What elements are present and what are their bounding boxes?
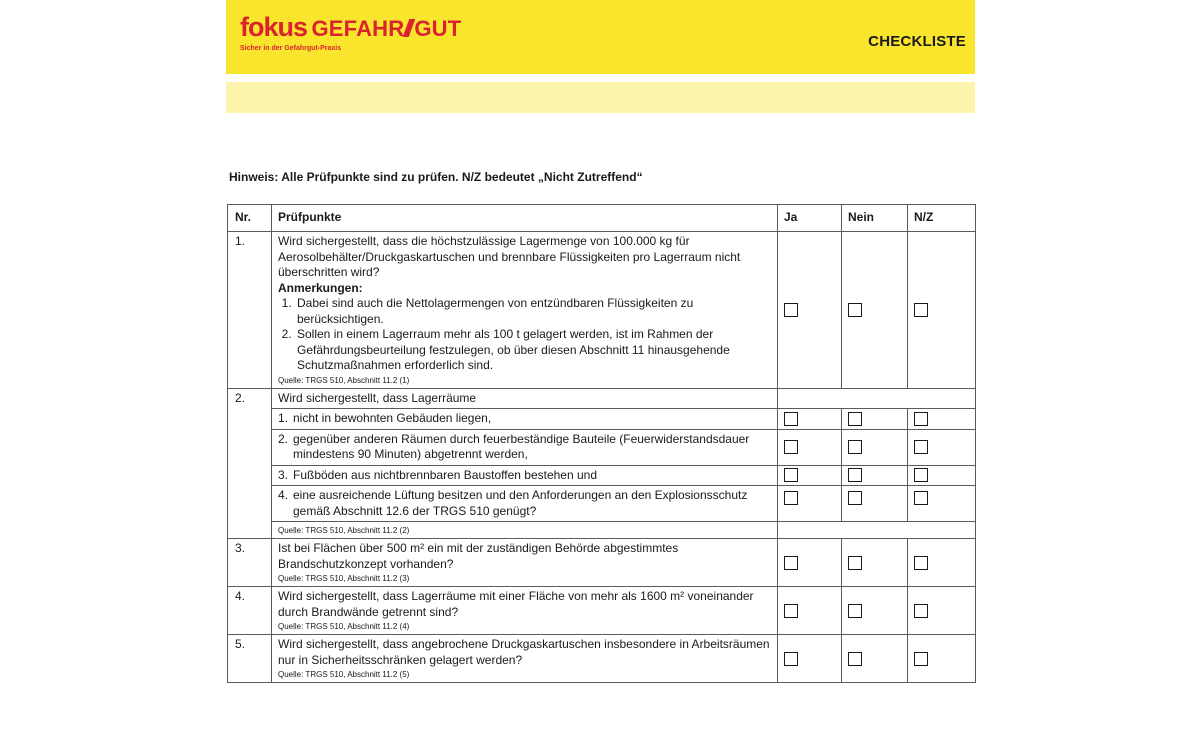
row-number: 1. — [228, 232, 272, 389]
table-row — [228, 388, 976, 409]
nz-checkbox[interactable] — [914, 652, 928, 666]
table-row — [228, 232, 976, 389]
logo-fokus-text: fokus — [240, 12, 308, 42]
hinweis-text: Hinweis: Alle Prüfpunkte sind zu prüfen. N/Z bedeutet „Nicht Zutreffend“ — [229, 170, 643, 184]
table-row — [228, 635, 976, 683]
nein-checkbox[interactable] — [848, 491, 862, 505]
nein-checkbox[interactable] — [848, 303, 862, 317]
col-header-nr: Nr. — [228, 205, 272, 232]
sub-item — [272, 429, 778, 465]
nz-cell — [908, 635, 976, 683]
sub-item — [272, 465, 778, 486]
nz-checkbox[interactable] — [914, 412, 928, 426]
table-row — [228, 539, 976, 587]
sub-item-row — [228, 409, 976, 430]
nein-cell — [842, 409, 908, 430]
col-header-nein: Nein — [842, 205, 908, 232]
nz-cell — [908, 232, 976, 389]
table-header-row — [228, 205, 976, 232]
nz-cell — [908, 429, 976, 465]
ja-checkbox[interactable] — [784, 556, 798, 570]
question-text: Ist bei Flächen über 500 m² ein mit der zuständigen Behörde abgestimmtes Brandschutzkonzept vorhanden? — [278, 541, 679, 571]
row-content — [272, 232, 778, 389]
nz-checkbox[interactable] — [914, 303, 928, 317]
ja-cell — [778, 635, 842, 683]
note-item: 1. Dabei sind auch die Nettolagermengen von entzündbaren Flüssigkeiten zu berücksichtigen. — [295, 296, 771, 327]
nein-cell — [842, 539, 908, 587]
nz-checkbox[interactable] — [914, 468, 928, 482]
logo-gut-text: GUT — [414, 16, 462, 41]
notes-title: Anmerkungen: — [278, 280, 363, 295]
sub-item-text: Fußböden aus nichtbrennbaren Baustoffen bestehen und — [293, 467, 598, 482]
logo-gefahr-text: GEFAHR — [311, 16, 405, 41]
ja-cell — [778, 587, 842, 635]
ja-checkbox[interactable] — [784, 652, 798, 666]
nz-cell — [908, 539, 976, 587]
row-content — [272, 587, 778, 635]
source-reference: Quelle: TRGS 510, Abschnitt 11.2 (4) — [278, 622, 410, 631]
sub-item-row — [228, 465, 976, 486]
nein-checkbox[interactable] — [848, 468, 862, 482]
row-number: 2. — [228, 388, 272, 539]
row-number: 3. — [228, 539, 272, 587]
nein-cell — [842, 587, 908, 635]
nz-cell — [908, 465, 976, 486]
ja-checkbox[interactable] — [784, 412, 798, 426]
source-reference: Quelle: TRGS 510, Abschnitt 11.2 (5) — [278, 670, 410, 679]
source-row — [228, 522, 976, 539]
ja-cell — [778, 465, 842, 486]
nz-checkbox[interactable] — [914, 440, 928, 454]
ja-cell — [778, 539, 842, 587]
row-content — [272, 635, 778, 683]
ja-cell — [778, 429, 842, 465]
ja-cell — [778, 409, 842, 430]
source-reference: Quelle: TRGS 510, Abschnitt 11.2 (3) — [278, 574, 410, 583]
logo-tagline: Sicher in der Gefahrgut-Praxis — [240, 45, 342, 52]
source-reference: Quelle: TRGS 510, Abschnitt 11.2 (2) — [278, 526, 410, 535]
table-row — [228, 587, 976, 635]
fokus-gefahrgut-logo — [240, 14, 461, 52]
empty-answer-cell — [778, 388, 976, 409]
source-cell — [272, 522, 778, 539]
question-text: Wird sichergestellt, dass Lagerräume mit einer Fläche von mehr als 1600 m² voneinander durch Brandwände getrennt sind? — [278, 589, 754, 619]
nein-checkbox[interactable] — [848, 604, 862, 618]
question-text: Wird sichergestellt, dass angebrochene Druckgaskartuschen insbesondere in Arbeitsräumen nur in Sicherheitsschränken gelagert werden? — [278, 637, 770, 667]
row-number: 5. — [228, 635, 272, 683]
sub-item — [272, 486, 778, 522]
header-subbar — [226, 82, 975, 113]
sub-item-row — [228, 486, 976, 522]
nz-checkbox[interactable] — [914, 491, 928, 505]
note-item: 2. Sollen in einem Lagerraum mehr als 100 t gelagert werden, ist im Rahmen der Gefährdungsbeurteilung festzulegen, ob über diesen Abschnitt 11 hinausgehende Schutzmaßnahmen erforderlich sind. — [295, 327, 771, 374]
checklist-table — [227, 204, 976, 683]
col-header-nz: N/Z — [908, 205, 976, 232]
source-reference: Quelle: TRGS 510, Abschnitt 11.2 (1) — [278, 375, 410, 385]
nz-checkbox[interactable] — [914, 556, 928, 570]
empty-answer-cell — [778, 522, 976, 539]
ja-checkbox[interactable] — [784, 440, 798, 454]
sub-item-text: nicht in bewohnten Gebäuden liegen, — [293, 411, 492, 425]
sub-item-number: 4. — [278, 488, 289, 502]
nz-cell — [908, 486, 976, 522]
sub-item-number: 2. — [278, 431, 289, 446]
nz-cell — [908, 587, 976, 635]
sub-item-number: 1. — [278, 411, 289, 425]
nein-checkbox[interactable] — [848, 652, 862, 666]
col-header-pruefpunkte: Prüfpunkte — [272, 205, 778, 232]
nein-cell — [842, 465, 908, 486]
notes-list — [278, 296, 771, 374]
sub-item-number: 3. — [278, 467, 289, 482]
header-bar — [226, 0, 975, 74]
row-content — [272, 539, 778, 587]
nz-cell — [908, 409, 976, 430]
ja-checkbox[interactable] — [784, 468, 798, 482]
sub-item-text: gegenüber anderen Räumen durch feuerbeständige Bauteile (Feuerwiderstandsdauer mindestens 90 Minuten) abgetrennt werden, — [293, 431, 750, 461]
sub-item — [272, 409, 778, 430]
nein-cell — [842, 429, 908, 465]
nein-checkbox[interactable] — [848, 556, 862, 570]
ja-cell — [778, 232, 842, 389]
ja-cell — [778, 486, 842, 522]
nein-cell — [842, 486, 908, 522]
nein-checkbox[interactable] — [848, 412, 862, 426]
sub-item-row — [228, 429, 976, 465]
nz-checkbox[interactable] — [914, 604, 928, 618]
nein-cell — [842, 635, 908, 683]
ja-checkbox[interactable] — [784, 604, 798, 618]
col-header-ja: Ja — [778, 205, 842, 232]
ja-checkbox[interactable] — [784, 491, 798, 505]
sub-item-text: eine ausreichende Lüftung besitzen und den Anforderungen an den Explosionsschutz gemäß Abschnitt 12.6 der TRGS 510 genügt? — [293, 488, 748, 518]
question-text: Wird sichergestellt, dass die höchstzulässige Lagermenge von 100.000 kg für Aerosolbehälter/Druckgaskartuschen und brennbare Flüssigkeiten pro Lagerraum nicht überschritten wird? — [278, 234, 741, 279]
nein-checkbox[interactable] — [848, 440, 862, 454]
row-intro: Wird sichergestellt, dass Lagerräume — [272, 388, 778, 409]
nein-cell — [842, 232, 908, 389]
row-number: 4. — [228, 587, 272, 635]
document-type-label: CHECKLISTE — [868, 33, 966, 50]
ja-checkbox[interactable] — [784, 303, 798, 317]
